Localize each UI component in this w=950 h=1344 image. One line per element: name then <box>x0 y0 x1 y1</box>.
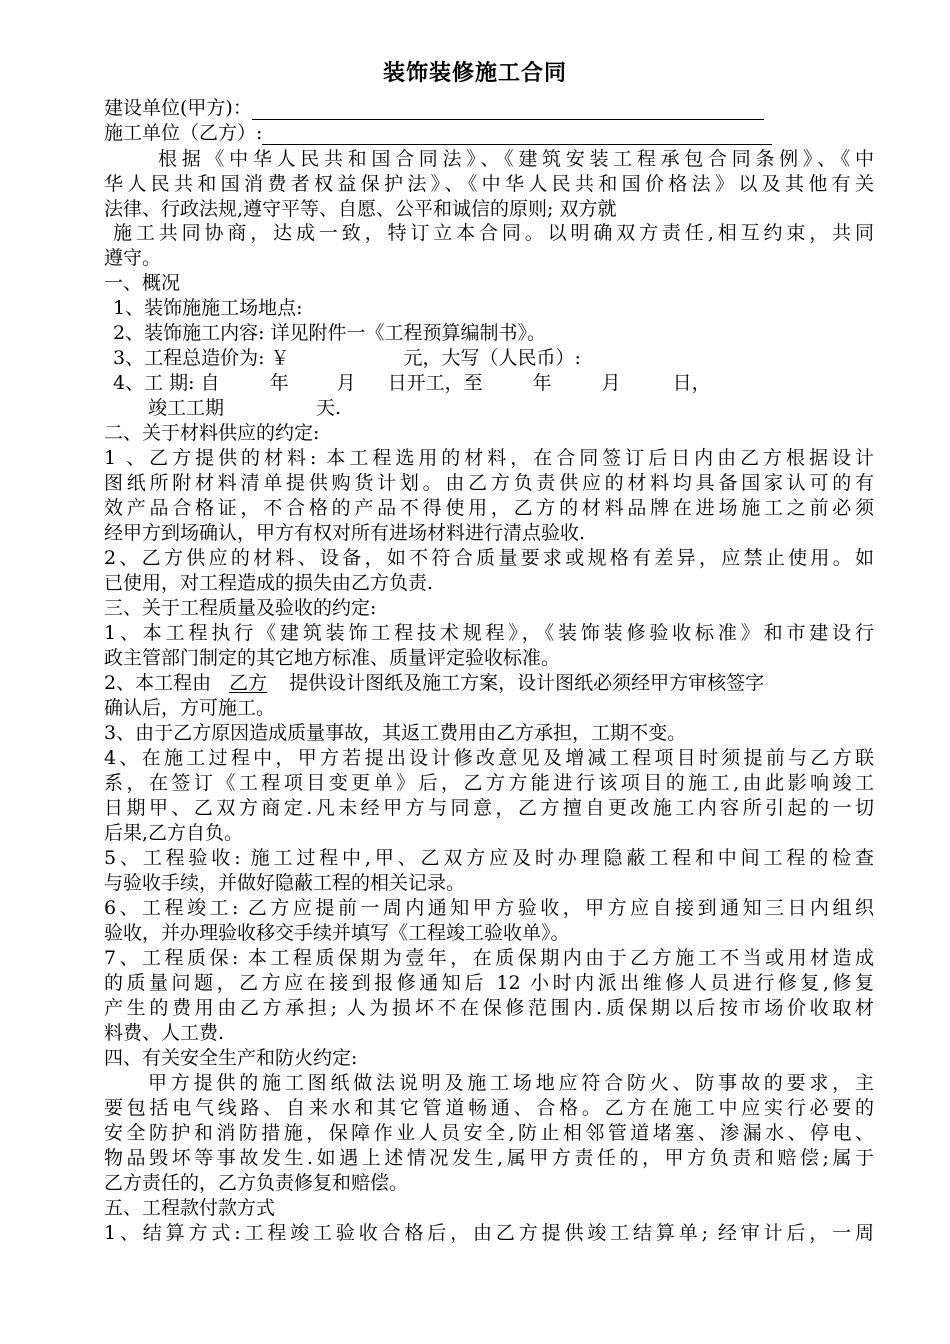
section-heading: 二、关于材料供应的约定: <box>104 422 320 444</box>
year-label: 年 <box>532 372 552 394</box>
clause-line <box>104 671 764 697</box>
clause-line: 产生的费用由乙方承担; 人为损坏不在保修范围内.质保期以后按市场价收取材 <box>104 997 874 1019</box>
clause-line: 安全防护和消防措施，保障作业人员安全,防止相邻管道堵塞、渗漏水、停电、 <box>104 1122 874 1144</box>
clause-line: 5、工程验收: 施工过程中,甲、乙双方应及时办理隐蔽工程和中间工程的检查 <box>104 847 874 869</box>
price-label: 3、工程总造价为: ￥ <box>113 347 290 369</box>
clause-line: 图纸所附材料清单提供购货计划。由乙方负责供应的材料均具备国家认可的有 <box>104 472 874 494</box>
section-heading: 五、工程款付款方式 <box>104 1197 276 1219</box>
start-label: 日开工，至 <box>387 372 483 394</box>
clause-line: 2、装饰施工内容: 详见附件一《工程预算编制书》。 <box>113 322 547 344</box>
intro-line: 华人民共和国消费者权益保护法》、《中华人民共和国价格法》以及其他有关 <box>104 173 874 195</box>
clause-line: 经甲方到场确认，甲方有权对所有进场材料进行清点验收. <box>104 522 586 544</box>
section-heading: 四、有关安全生产和防火约定: <box>104 1047 358 1069</box>
clause-line: 已使用，对工程造成的损失由乙方负责. <box>104 572 434 594</box>
document-title: 装饰装修施工合同 <box>382 61 567 86</box>
month-label: 月 <box>601 372 621 394</box>
clause-line <box>113 346 581 372</box>
clause-line: 1、本工程执行《建筑装饰工程技术规程》，《装饰装修验收标准》和市建设行 <box>104 622 874 644</box>
clause-line: 乙方责任的，乙方负责修复和赔偿。 <box>104 1172 409 1194</box>
clause-line <box>148 396 341 422</box>
clause-line: 7、工程质保: 本工程质保期为壹年，在质保期内由于乙方施工不当或用材造成 <box>104 947 874 969</box>
party-b-label: 施工单位（乙方）: <box>104 122 263 144</box>
day-label: 日， <box>672 372 711 394</box>
section-heading: 三、关于工程质量及验收的约定: <box>104 597 377 619</box>
year-label: 年 <box>269 372 289 394</box>
designer-text: 提供设计图纸及施工方案，设计图纸必须经甲方审核签字 <box>289 672 765 694</box>
party-a-blank <box>252 99 764 120</box>
clause-line: 后果,乙方自负。 <box>104 822 244 844</box>
clause-line: 与验收手续，并做好隐蔽工程的相关记录。 <box>104 872 466 894</box>
party-b-line <box>104 121 772 147</box>
clause-line: 1、结算方式:工程竣工验收合格后，由乙方提供竣工结算单; 经审计后，一周 <box>104 1222 874 1244</box>
intro-line: 法律、行政法规,遵守平等、自愿、公平和诚信的原则; 双方就 <box>104 198 617 220</box>
month-label: 月 <box>336 372 356 394</box>
clause-line: 3、由于乙方原因造成质量事故，其返工费用由乙方承担，工期不变。 <box>104 722 687 744</box>
intro-line: 根据《中华人民共和国合同法》、《建筑安装工程承包合同条例》、《中 <box>158 148 874 170</box>
designer-label: 2、本工程由 <box>104 672 212 694</box>
price-words-label: 元，大写（人民币）: <box>403 347 581 369</box>
days-label: 天. <box>316 397 342 419</box>
clause-line: 的质量问题，乙方应在接到报修通知后 12 小时内派出维修人员进行修复,修复 <box>104 972 874 994</box>
clause-line: 1、装饰施施工场地点: <box>113 297 303 319</box>
party-a-label: 建设单位(甲方)： <box>104 97 252 119</box>
clause-line: 政主管部门制定的其它地方标准、质量评定验收标准。 <box>104 647 561 669</box>
clause-line: 确认后，方可施工。 <box>104 697 276 719</box>
clause-line: 效产品合格证，不合格的产品不得使用，乙方的材料品牌在进场施工之前必须 <box>104 497 874 519</box>
intro-line: 遵守。 <box>104 247 162 269</box>
party-a-line <box>104 96 764 122</box>
clause-line <box>113 371 711 397</box>
clause-line: 甲方提供的施工图纸做法说明及施工场地应符合防火、防事故的要求，主 <box>148 1072 874 1094</box>
clause-line: 物品毁坏等事故发生.如遇上述情况发生,属甲方责任的，甲方负责和赔偿;属于 <box>104 1147 874 1169</box>
clause-line: 系，在签订《工程项目变更单》后，乙方方能进行该项目的施工,由此影响竣工 <box>104 772 874 794</box>
clause-line: 验收，并办理验收移交手续并填写《工程竣工验收单》。 <box>104 922 570 944</box>
period-label: 4、工 期: 自 <box>113 372 220 394</box>
intro-line: 施工共同协商，达成一致，特订立本合同。以明确双方责任,相互约束，共同 <box>113 222 874 244</box>
clause-line: 1 、乙方提供的材料: 本工程选用的材料，在合同签订后日内由乙方根据设计 <box>104 447 874 469</box>
clause-line: 料费、人工费. <box>104 1022 225 1044</box>
clause-line: 日期甲、乙双方商定.凡未经甲方与同意，乙方擅自更改施工内容所引起的一切 <box>104 797 874 819</box>
duration-label: 竣工工期 <box>148 397 225 419</box>
section-heading: 一、概况 <box>104 272 181 294</box>
clause-line: 2、乙方供应的材料、设备，如不符合质量要求或规格有差异，应禁止使用。如 <box>104 547 874 569</box>
clause-line: 6、工程竣工: 乙方应提前一周内通知甲方验收，甲方应自接到通知三日内组织 <box>104 897 874 919</box>
clause-line: 要包括电气线路、自来水和其它管道畅通、合格。乙方在施工中应实行必要的 <box>104 1097 874 1119</box>
clause-line: 4、在施工过程中，甲方若提出设计修改意见及增减工程项目时须提前与乙方联 <box>104 747 874 769</box>
designer-party: 乙方 <box>229 672 268 694</box>
party-b-blank <box>262 124 772 145</box>
